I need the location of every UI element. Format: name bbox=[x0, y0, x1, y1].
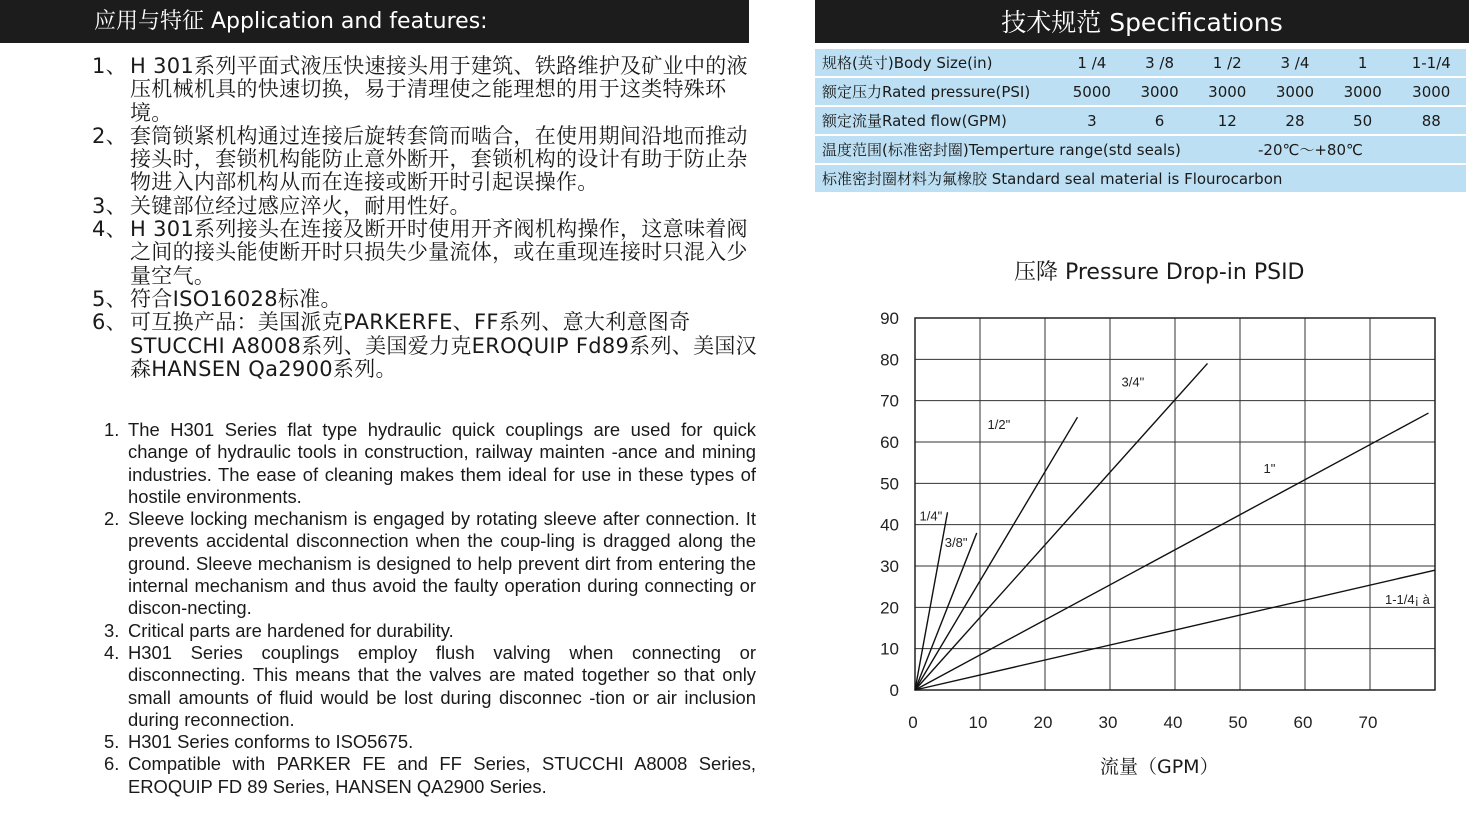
size-cell: 1 /2 bbox=[1193, 49, 1261, 76]
en-list-item bbox=[104, 642, 756, 731]
en-item-number: 4. bbox=[104, 641, 120, 663]
cn-list-item bbox=[92, 125, 757, 195]
temperature-value: -20℃～+80℃ bbox=[1258, 141, 1363, 159]
en-item-number: 6. bbox=[104, 753, 120, 775]
pressure-cell: 3000 bbox=[1329, 78, 1397, 105]
x-tick-label: 20 bbox=[1033, 713, 1053, 732]
spec-row-seal-material bbox=[815, 165, 1466, 192]
cn-item-number: 5、 bbox=[92, 286, 127, 311]
pressure-drop-chart bbox=[860, 300, 1460, 740]
en-list-item bbox=[104, 419, 756, 508]
temperature-cell bbox=[815, 136, 1466, 163]
x-tick-label: 30 bbox=[1098, 713, 1118, 732]
y-tick-label: 80 bbox=[880, 350, 899, 370]
cn-list-item bbox=[92, 195, 757, 218]
y-tick-label: 20 bbox=[880, 598, 899, 618]
y-tick-label: 90 bbox=[880, 309, 899, 328]
series-line bbox=[915, 363, 1208, 690]
application-features-header: 应用与特征 Application and features: bbox=[0, 0, 749, 43]
cn-item-text: H 301系列平面式液压快速接头用于建筑、铁路维护及矿业中的液压机械机具的快速切换，易于清理使之能理想的用于这类特殊环境。 bbox=[130, 54, 748, 125]
y-tick-label: 30 bbox=[880, 557, 899, 576]
series-label: 3/4" bbox=[1121, 374, 1145, 390]
cn-item-number: 6、 bbox=[92, 310, 127, 335]
size-cell: 3 /4 bbox=[1261, 49, 1329, 76]
spec-row-rated-flow bbox=[815, 107, 1466, 134]
y-tick-label: 0 bbox=[889, 681, 899, 700]
en-item-text: Sleeve locking mechanism is engaged by rotating sleeve after connection. It prevents accidental disconnection when the coup-ling is dragged along the ground. Sleeve mechanism is designed to help prevent dirt from entering the internal mechanism and thus avoid the faulty operation during connecting or discon-necting. bbox=[128, 508, 756, 619]
pressure-cell: 3000 bbox=[1397, 78, 1466, 105]
flow-cell: 3 bbox=[1058, 107, 1126, 134]
x-tick-label: 70 bbox=[1358, 713, 1378, 732]
x-tick-label: 50 bbox=[1228, 713, 1248, 732]
cn-item-text: 符合ISO16028标准。 bbox=[130, 286, 342, 311]
series-label: 1/4" bbox=[919, 508, 943, 524]
series-label: 3/8" bbox=[944, 534, 968, 550]
series-line bbox=[915, 533, 977, 690]
en-item-number: 1. bbox=[104, 419, 120, 440]
en-list-item bbox=[104, 620, 756, 642]
y-tick-label: 40 bbox=[880, 515, 899, 535]
chart-title: 压降 Pressure Drop-in PSID bbox=[1014, 260, 1305, 285]
flow-cell: 50 bbox=[1329, 107, 1397, 134]
rated-flow-label: 额定流量Rated flow(GPM) bbox=[815, 107, 1058, 134]
cn-list-item bbox=[92, 55, 757, 125]
y-tick-label: 10 bbox=[880, 639, 899, 659]
en-item-text: H301 Series conforms to ISO5675. bbox=[128, 731, 414, 753]
x-tick-label: 40 bbox=[1163, 713, 1183, 732]
en-list-item bbox=[104, 753, 756, 798]
series-label: 1" bbox=[1263, 461, 1276, 477]
size-cell: 1 /4 bbox=[1058, 49, 1126, 76]
seal-material-text: 标准密封圈材料为氟橡胶 Standard seal material is Flourocarbon bbox=[815, 165, 1466, 192]
cn-list-item bbox=[92, 311, 757, 381]
x-tick-label: 0 bbox=[908, 713, 918, 732]
en-item-number: 3. bbox=[104, 619, 120, 641]
size-cell: 1-1/4 bbox=[1397, 49, 1466, 76]
temperature-label: 温度范围(标准密封圈)Temperture range(std seals) bbox=[822, 141, 1181, 159]
en-list-item bbox=[104, 731, 756, 753]
flow-cell: 88 bbox=[1397, 107, 1466, 134]
flow-cell: 6 bbox=[1126, 107, 1194, 134]
pressure-cell: 3000 bbox=[1261, 78, 1329, 105]
pressure-cell: 3000 bbox=[1126, 78, 1194, 105]
y-tick-label: 60 bbox=[880, 433, 899, 452]
pressure-cell: 3000 bbox=[1193, 78, 1261, 105]
x-tick-label: 10 bbox=[968, 713, 988, 732]
cn-item-number: 4、 bbox=[92, 217, 127, 242]
spec-row-body-size bbox=[815, 49, 1466, 76]
series-label: 1/2" bbox=[987, 417, 1011, 433]
y-tick-label: 50 bbox=[880, 474, 899, 494]
size-cell: 1 bbox=[1329, 49, 1397, 76]
flow-cell: 28 bbox=[1261, 107, 1329, 134]
en-list-item bbox=[104, 508, 756, 619]
cn-item-text: 关键部位经过感应淬火，耐用性好。 bbox=[130, 193, 471, 218]
cn-item-text: H 301系列接头在连接及断开时使用开齐阀机构操作，这意味着阀之间的接头能使断开时只损失少量流体，或在重现连接时只混入少量空气。 bbox=[130, 217, 748, 288]
chinese-feature-list bbox=[92, 55, 757, 381]
size-cell: 3 /8 bbox=[1126, 49, 1194, 76]
specifications-header: 技术规范 Specifications bbox=[815, 0, 1469, 43]
en-item-number: 5. bbox=[104, 731, 120, 753]
flow-cell: 12 bbox=[1193, 107, 1261, 134]
en-item-text: H301 Series couplings employ flush valving when connecting or disconnecting. This means that the valves are mated together so that only small amounts of fluid would be lost during disconnec -tion or air inclusion during reconnection. bbox=[128, 641, 756, 730]
pressure-cell: 5000 bbox=[1058, 78, 1126, 105]
y-tick-label: 70 bbox=[880, 391, 899, 411]
en-item-number: 2. bbox=[104, 508, 120, 530]
cn-item-number: 1、 bbox=[92, 54, 127, 78]
english-feature-list bbox=[104, 419, 756, 798]
cn-item-number: 2、 bbox=[92, 123, 127, 148]
en-item-text: Compatible with PARKER FE and FF Series, STUCCHI A8008 Series, EROQUIP FD 89 Series, HANSEN QA2900 Series. bbox=[128, 753, 756, 797]
spec-row-temperature bbox=[815, 136, 1466, 163]
en-item-text: Critical parts are hardened for durability. bbox=[128, 619, 454, 641]
series-label: 1-1/4¡ à bbox=[1385, 592, 1430, 608]
cn-item-text: 可互换产品：美国派克PARKERFE、FF系列、意大利意图奇STUCCHI A8008系列、美国爱力克EROQUIP Fd89系列、美国汉森HANSEN Qa2900系列。 bbox=[130, 310, 757, 381]
cn-item-number: 3、 bbox=[92, 193, 127, 218]
cn-list-item bbox=[92, 218, 757, 288]
specifications-table bbox=[815, 47, 1466, 194]
cn-list-item bbox=[92, 288, 757, 311]
cn-item-text: 套筒锁紧机构通过连接后旋转套筒而啮合，在使用期间沿地而推动接头时，套锁机构能防止意外断开，套锁机构的设计有助于防止杂物进入内部机构从而在连接或断开时引起误操作。 bbox=[130, 123, 748, 195]
x-axis-label: 流量（GPM） bbox=[1100, 756, 1219, 778]
en-item-text: The H301 Series flat type hydraulic quick couplings are used for quick change of hydraulic tools in construction, railway mainten -ance and mining industries. The ease of cleaning makes them ideal for use in these types of hostile environments. bbox=[128, 419, 756, 507]
x-tick-label: 60 bbox=[1293, 713, 1313, 732]
spec-row-rated-pressure bbox=[815, 78, 1466, 105]
body-size-label: 规格(英寸)Body Size(in) bbox=[815, 49, 1058, 76]
rated-pressure-label: 额定压力Rated pressure(PSI) bbox=[815, 78, 1058, 105]
